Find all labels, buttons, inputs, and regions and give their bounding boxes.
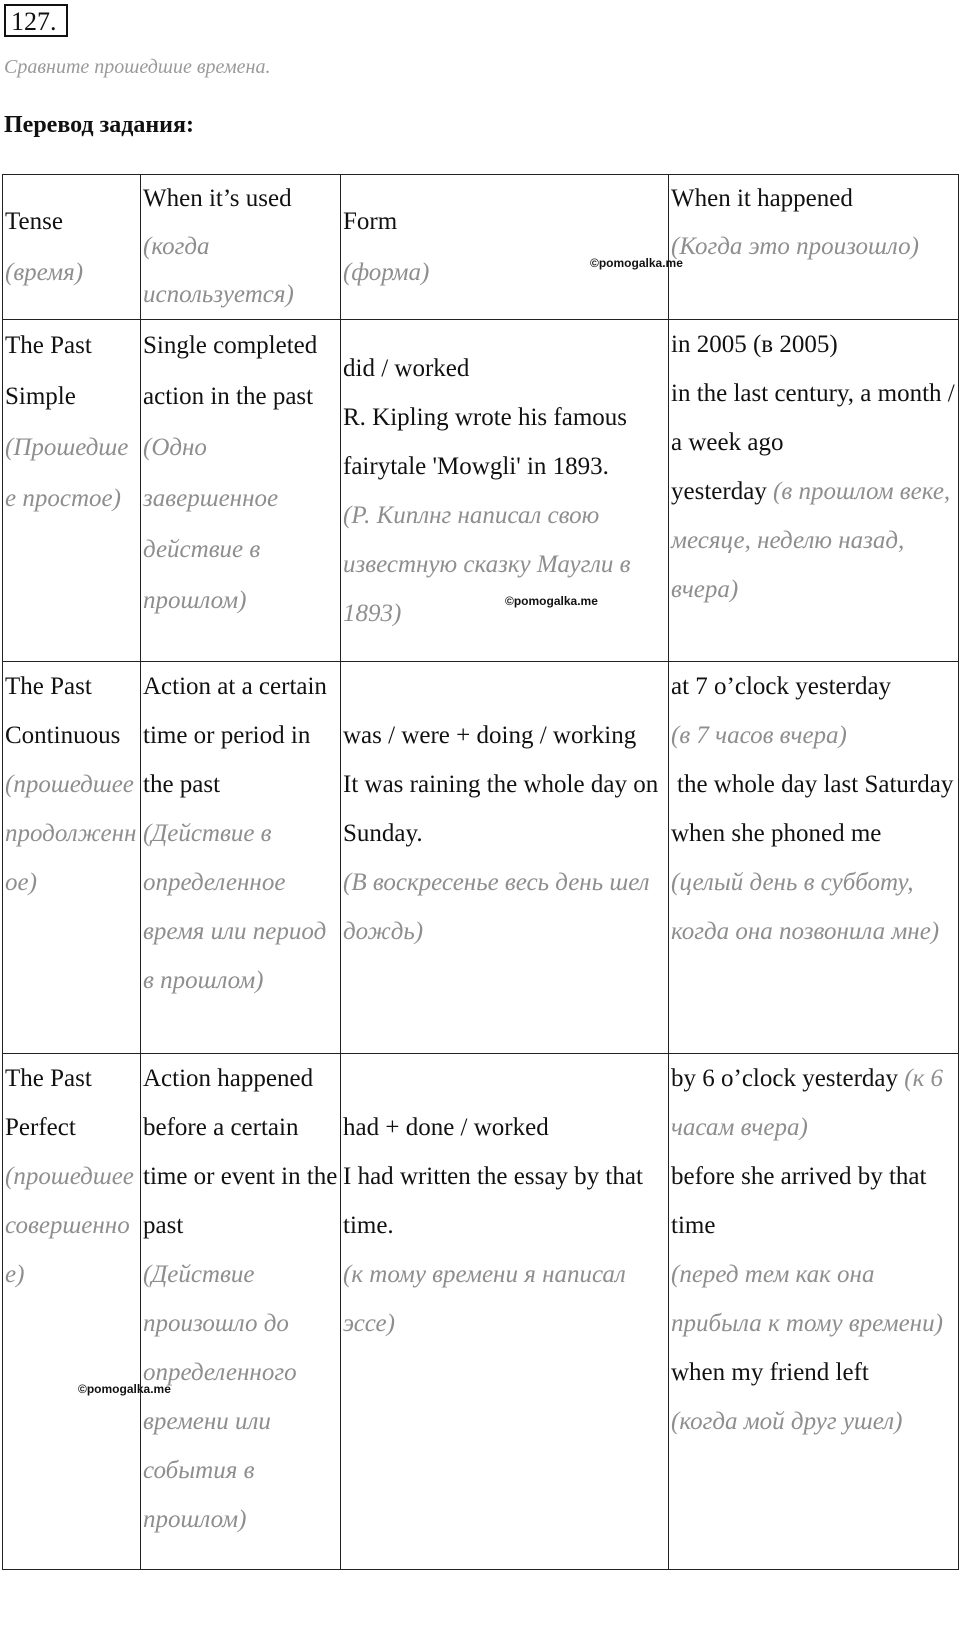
time-marker-translation: (целый день в субботу, когда она позвонила мне)	[671, 869, 940, 945]
form-example: time.	[343, 1212, 394, 1239]
time-marker: at 7 o’clock yesterday	[671, 673, 892, 700]
watermark: ©pomogalka.me	[78, 1382, 171, 1396]
time-marker-translation: (в 7 часов вчера)	[671, 722, 847, 749]
time-marker: in 2005 (в 2005)	[671, 331, 838, 358]
translation-heading: Перевод задания:	[4, 112, 194, 138]
usage-cell	[141, 662, 341, 1054]
usage-text: Action happened before a certain time or event in the past	[143, 1065, 338, 1239]
usage-text: Single completed action in the past	[143, 332, 318, 410]
tense-name: The Past Continuous	[5, 673, 121, 749]
table-row	[3, 320, 959, 662]
time-marker: in the last century, a month / a week ago	[671, 380, 955, 456]
form-example: R. Kipling wrote his famous fairytale 'Mowgli' in 1893.	[343, 403, 628, 480]
tense-translation: (прошедшее совершенное)	[5, 1163, 134, 1288]
time-marker-translation: (в прошлом веке, месяце, неделю назад, вчера)	[671, 478, 951, 603]
header-tense-ru: (время)	[5, 259, 84, 286]
header-when-en: When it happened	[671, 185, 853, 212]
tense-cell	[3, 662, 141, 1054]
form-example-translation: (к тому времени я написал эссе)	[343, 1261, 626, 1337]
form-cell	[341, 1054, 669, 1570]
tense-translation: (Прошедшее простое)	[5, 434, 129, 512]
tense-name: The Past Perfect	[5, 1065, 92, 1141]
table-row	[3, 662, 959, 1054]
form-example: It was raining the whole day on Sunday.	[343, 771, 659, 847]
header-when-cell	[669, 175, 959, 320]
usage-translation: (Действие в определенное время или период в прошлом)	[143, 820, 327, 994]
time-marker: when my friend left	[671, 1359, 869, 1386]
header-used-ru: (когда используется)	[143, 233, 294, 308]
usage-text: Action at a certain time or period in the past	[143, 673, 327, 798]
time-marker: the whole day last Saturday when she phoned me	[671, 771, 954, 847]
form-text: had + done / worked	[343, 1114, 549, 1141]
time-marker: before she arrived by that time	[671, 1163, 927, 1239]
form-text: was / were + doing / working	[343, 722, 637, 749]
header-form-en: Form	[343, 208, 398, 235]
watermark: ©pomogalka.me	[505, 594, 598, 608]
usage-translation: (Одно завершенное действие в прошлом)	[143, 434, 279, 614]
header-tense-en: Tense	[5, 208, 63, 235]
time-marker-translation: (к 6 часам вчера)	[671, 1065, 944, 1141]
table-row	[3, 1054, 959, 1570]
header-tense-cell	[3, 175, 141, 320]
usage-cell	[141, 1054, 341, 1570]
past-tenses-table	[2, 174, 959, 1570]
exercise-number: 127.	[4, 4, 68, 37]
time-cell	[669, 662, 959, 1054]
time-marker: yesterday	[671, 478, 767, 505]
form-example-translation: (В воскресенье весь день шел дождь)	[343, 869, 650, 945]
time-cell	[669, 1054, 959, 1570]
form-text: did / worked	[343, 354, 470, 382]
tense-name: The Past Simple	[5, 332, 92, 410]
header-form-cell	[341, 175, 669, 320]
time-marker-translation: (когда мой друг ушел)	[671, 1408, 903, 1435]
time-cell	[669, 320, 959, 662]
form-cell	[341, 662, 669, 1054]
table-header-row	[3, 175, 959, 320]
form-cell	[341, 320, 669, 662]
tense-translation: (прошедшее продолженное)	[5, 771, 137, 896]
header-used-cell	[141, 175, 341, 320]
form-example-translation: (Р. Киплнг написал свою известную сказку Маугли в 1893)	[343, 501, 631, 627]
usage-translation: (Действие произошло до определенного времени или события в прошлом)	[143, 1261, 297, 1533]
watermark: ©pomogalka.me	[590, 256, 683, 270]
header-form-ru: (форма)	[343, 259, 430, 286]
header-when-ru: (Когда это произошло)	[671, 233, 919, 260]
task-instruction: Сравните прошедшие времена.	[4, 56, 271, 78]
usage-cell	[141, 320, 341, 662]
tense-cell	[3, 320, 141, 662]
time-marker-translation: (перед тем как она прибыла к тому времени)	[671, 1261, 943, 1337]
time-marker: by 6 o’clock yesterday	[671, 1065, 899, 1092]
header-used-en: When it’s used	[143, 185, 292, 212]
tense-cell	[3, 1054, 141, 1570]
form-example: I had written the essay by that	[343, 1163, 643, 1190]
